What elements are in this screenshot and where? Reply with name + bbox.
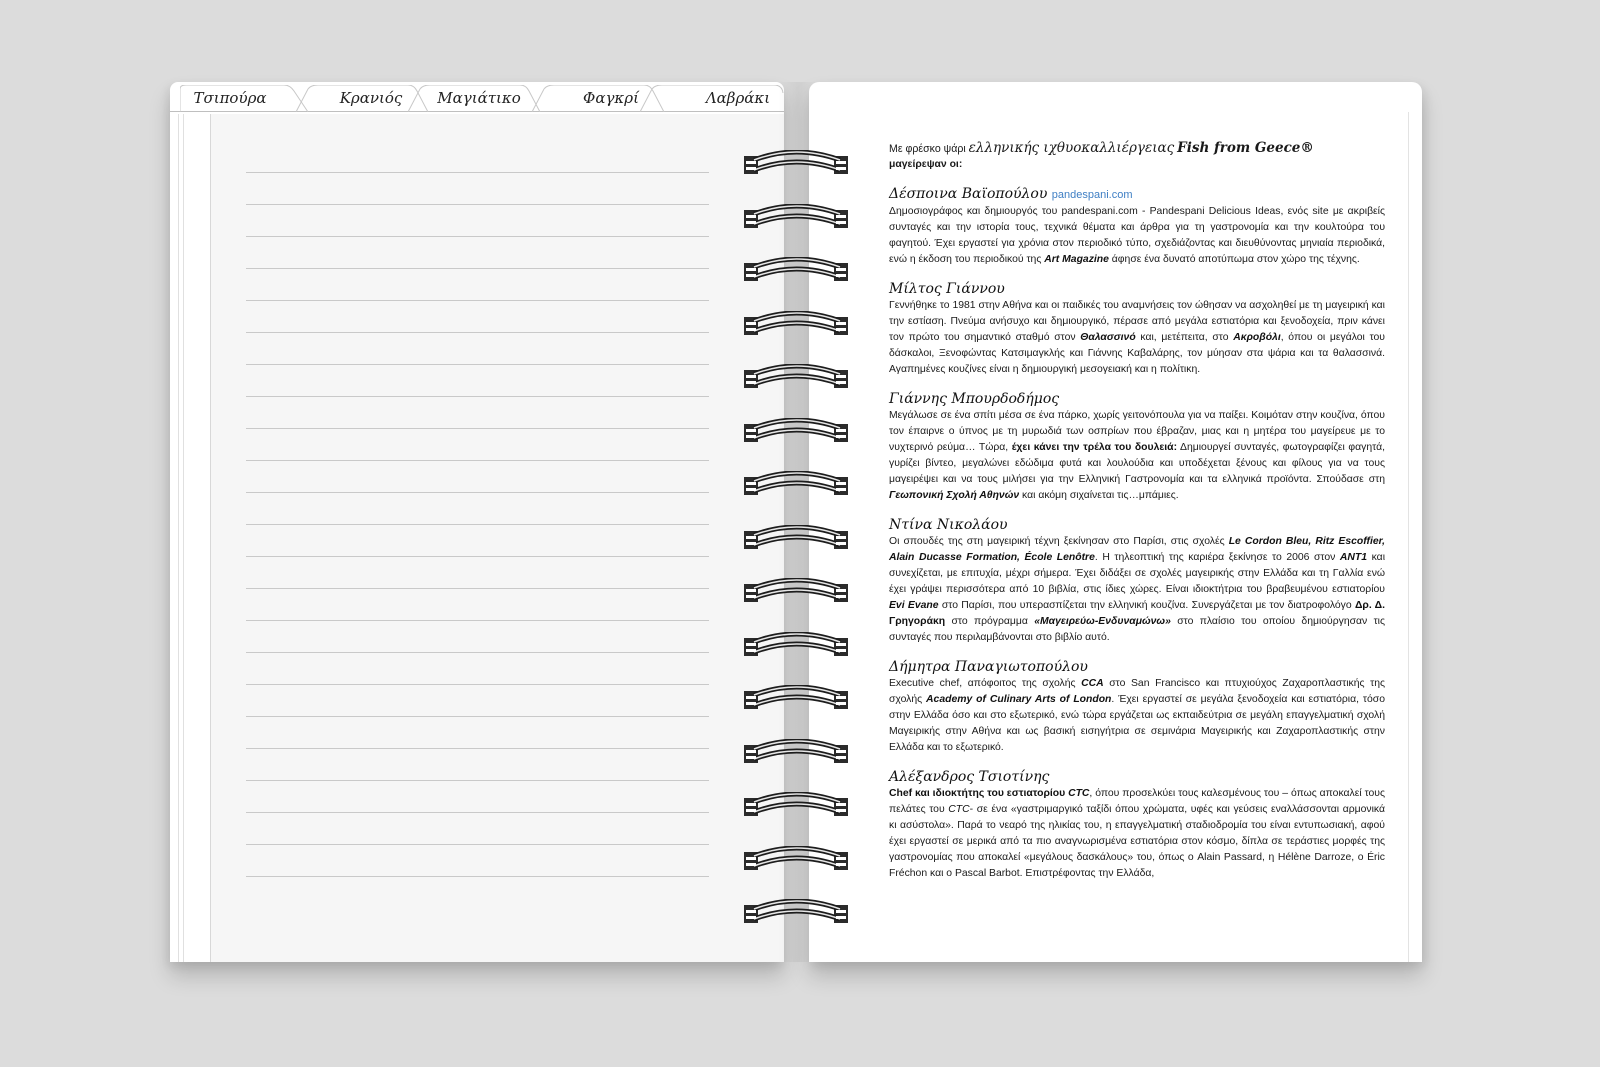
ruled-line — [246, 652, 709, 653]
spiral-coil — [744, 525, 848, 555]
tab-label: Λαβράκι — [705, 89, 771, 107]
intro-subtitle: μαγείρεψαν οι: — [889, 159, 963, 170]
bio-name: Δέσποινα Βαϊοπούλου — [889, 186, 1048, 202]
ruled-line — [246, 748, 709, 749]
page-edge — [178, 114, 184, 962]
bio-text: Chef και ιδιοκτήτης του εστιατορίου CTC, όπου προσελκύει τους καλεσμένους του – όπως αποκαλεί τους πελάτες του CTC- σε ένα «γαστριμαργικό ταξίδι όπου χρώματα, υφές και γεύσεις εναλλάσσονται αρμονικά κι ασύστολα». Παρά το νεαρό της ηλικίας του, η επαγγελματική σταδιοδρομία του είναι εντυπωσιακή, αφού έχει εργαστεί σε μερικά από τα πιο αναγνωρισμένα εστιατόρια στον κόσμο, δίπλα σε τεράστιες μορφές της γαστρονομίας που αποκαλεί «μεγάλους δασκάλους» του, όπως ο Alain Passard, η Hélène Darroze, ο Éric Fréchon και ο Pascal Barbot. Επιστρέφοντας την Ελλάδα, — [889, 788, 1385, 879]
bio-despoina — [889, 185, 1385, 268]
ruled-line — [246, 204, 709, 205]
tab-label: Τσιπούρα — [193, 89, 267, 107]
ruled-line — [246, 684, 709, 685]
bio-ntina — [889, 516, 1385, 646]
index-tabs — [170, 82, 784, 112]
spiral-binding — [744, 150, 848, 940]
tab-lavraki[interactable] — [640, 85, 780, 112]
brand-name: Fish from Geece® — [1177, 140, 1314, 156]
ruled-line — [246, 492, 709, 493]
tab-kranios[interactable] — [296, 85, 426, 112]
bio-text: Οι σπουδές της στη μαγειρική τέχνη ξεκίνησαν στο Παρίσι, στις σχολές Le Cordon Bleu, Ritz Escoffier, Alain Ducasse Formation, École Lenôtre. Η τηλεοπτική της καριέρα ξεκίνησε το 2006 στον ANT1 και συνεχίζεται, με επιτυχία, μέχρι σήμερα. Έχει διδάξει σε σχολές μαγειρικής στην Ελλάδα και τη Γαλλία ενώ έχει γράψει περισσότερα από 10 βιβλία, στις ίδιες χώρες. Είναι ιδιοκτήτρια του βραβευμένου εστιατορίου Evi Evane στο Παρίσι, που υπερασπίζεται την ελληνική κουζίνα. Συνεργάζεται με τον διατροφολόγο Δρ. Δ. Γρηγοράκη στο πρόγραμμα «Μαγειρεύω-Ενδυναμώνω» στο πλαίσιο του οποίου δημιούργησαν τις συνταγές που περιλαμβάνονται στο βιβλίο αυτό. — [889, 536, 1386, 643]
spiral-coil — [744, 685, 848, 715]
contributors-text — [889, 140, 1385, 882]
ruled-line — [246, 172, 709, 173]
spiral-coil — [744, 578, 848, 608]
spiral-coil — [744, 311, 848, 341]
ruled-line — [246, 588, 709, 589]
ruled-line — [246, 364, 709, 365]
tab-tsipoura[interactable] — [180, 85, 280, 112]
ruled-line — [246, 556, 709, 557]
spiral-coil — [744, 846, 848, 876]
spiral-coil — [744, 792, 848, 822]
spiral-coil — [744, 150, 848, 180]
bio-name: Δήμητρα Παναγιωτοπούλου — [889, 659, 1088, 675]
ruled-line — [246, 300, 709, 301]
right-page — [809, 82, 1422, 962]
intro-italic: ελληνικής ιχθυοκαλλιέργειας — [968, 140, 1175, 156]
bio-miltos — [889, 280, 1385, 378]
ruled-line — [246, 332, 709, 333]
tab-magiatiko[interactable] — [408, 85, 538, 112]
ruled-line — [246, 460, 709, 461]
notes-area — [210, 114, 784, 962]
spiral-coil — [744, 739, 848, 769]
spiral-coil — [744, 257, 848, 287]
spiral-coil — [744, 632, 848, 662]
spiral-coil — [744, 204, 848, 234]
tab-label: Κρανιός — [339, 89, 403, 107]
ruled-line — [246, 396, 709, 397]
bio-text: Μεγάλωσε σε ένα σπίτι μέσα σε ένα πάρκο, χωρίς γειτονόπουλα για να παίξει. Κοιμόταν στην κουζίνα, όπου τον έπαιρνε ο ύπνος με τη μυρωδιά των οσπρίων που έβραζαν, μιας και η μητέρα του μαγείρευε με το νυχτερινό ρεύμα… Τώρα, έχει κάνει την τρέλα του δουλειά: Δημιουργεί συνταγές, φωτογραφίζει φαγητά, γυρίζει βίντεο, μεγαλώνει εδώδιμα φυτά και λουλούδια και υποδέχεται ξένους και φίλους για να τους μαγειρέψει και να τους μιλήσει για την Ελληνική Γαστρονομία και τα ελληνικά προϊόντα. Σπούδασε στη Γεωπονική Σχολή Αθηνών και ακόμη σιχαίνεται τις…μπάμιες. — [889, 410, 1386, 501]
ruled-line — [246, 716, 709, 717]
ruled-line — [246, 236, 709, 237]
ruled-line — [246, 844, 709, 845]
ruled-line — [246, 268, 709, 269]
website-link[interactable]: pandespani.com — [1051, 189, 1133, 201]
tab-label: Φαγκρί — [583, 89, 639, 107]
bio-text: Γεννήθηκε το 1981 στην Αθήνα και οι παιδικές του αναμνήσεις τον ώθησαν να ασχοληθεί με τη μαγειρική και την εστίαση. Πνεύμα ανήσυχο και δημιουργικό, πέρασε από μεγάλα εστιατόρια και ξενοδοχεία, πριν κάνει τον πρώτο του σημαντικό σταθμό στον Θαλασσινό και, μετέπειτα, στο Ακροβόλι, όπου οι μεγάλοι του δάσκαλοι, Ξενοφώντας Κατσιμαγκλής και Γιάννης Καβαλάρης, τον μύησαν στα ψάρια και τα θαλασσινά. Αγαπημένες κουζίνες είναι η δημιουργική μεσογειακή και η πολίτικη. — [889, 300, 1385, 375]
spiral-coil — [744, 364, 848, 394]
bio-giannis — [889, 390, 1385, 504]
spiral-coil — [744, 418, 848, 448]
ruled-line — [246, 876, 709, 877]
intro-prefix: Με φρέσκο ψάρι — [889, 143, 966, 155]
left-page — [170, 82, 784, 962]
bio-text: Executive chef, απόφοιτος της σχολής CCA στο San Francisco και πτυχιούχος Ζαχαροπλαστικής της σχολής Academy of Culinary Arts of London. Έχει εργαστεί σε μεγάλα ξενοδοχεία και εστιατόρια, τόσο στην Ελλάδα όσο και στο εξωτερικό, ενώ τώρα εργάζεται ως εκπαιδεύτρια σε μεγάλη επαγγελματική σχολή Μαγειρικής στην Αθήνα και ως βασική εισηγήτρια σε σεμινάρια Μαγειρικής και Ζαχαροπλαστικής στην Ελλάδα και το εξωτερικό. — [889, 678, 1385, 753]
tab-label: Μαγιάτικο — [437, 89, 521, 107]
page-edge — [1408, 112, 1412, 962]
bio-name: Γιάννης Μπουρδοδήμος — [889, 391, 1060, 407]
spiral-coil — [744, 899, 848, 929]
bio-name: Ντίνα Νικολάου — [889, 517, 1008, 533]
bio-name: Αλέξανδρος Τσιοτίνης — [889, 769, 1050, 785]
intro-line — [889, 140, 1385, 157]
bio-text: Δημοσιογράφος και δημιουργός του pandespani.com - Pandespani Delicious Ideas, ενός site με ακριβείς συνταγές και την ιστορία τους, τεχνικά θέματα και άρθρα για τη γαστρονομία και την κουλτούρα του φαγητού. Έχει εργαστεί για χρόνια στον περιοδικό τύπο, σχεδιάζοντας και διευθύνοντας μηνιαία περιοδικά, ενώ η έκδοση του περιοδικού της Art Magazine άφησε ένα δυνατό αποτύπωμα στον χώρο της τέχνης. — [889, 206, 1385, 265]
bio-name: Μίλτος Γιάννου — [889, 281, 1005, 297]
spiral-coil — [744, 471, 848, 501]
bio-alexandros — [889, 768, 1385, 882]
ruled-line — [246, 780, 709, 781]
ruled-line — [246, 428, 709, 429]
ruled-line — [246, 620, 709, 621]
ruled-line — [246, 524, 709, 525]
bio-dimitra — [889, 658, 1385, 756]
ruled-line — [246, 812, 709, 813]
